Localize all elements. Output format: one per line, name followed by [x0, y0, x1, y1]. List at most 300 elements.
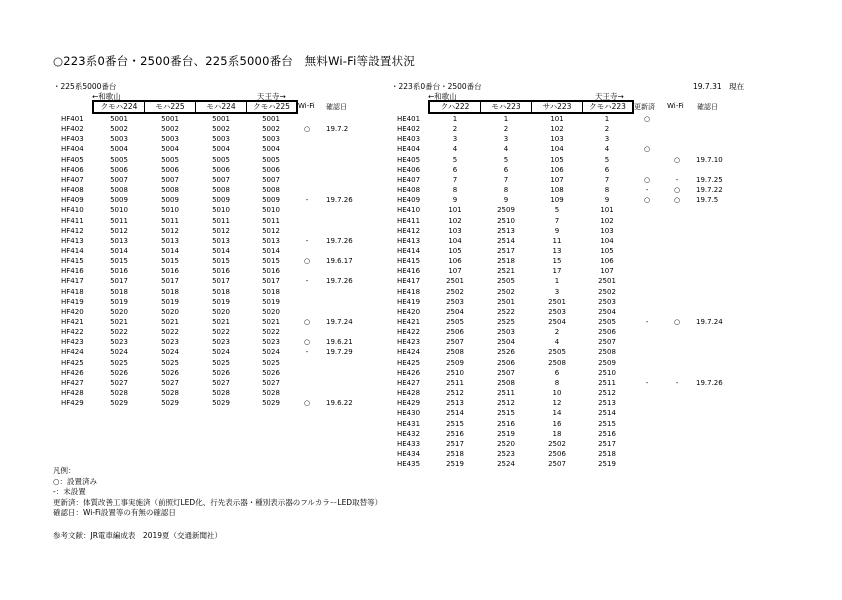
as-of-date: 19.7.31 現在: [693, 82, 745, 91]
car-number: 6: [604, 165, 610, 174]
car-number: 1: [452, 115, 458, 123]
car-header: クモハ223: [589, 102, 626, 111]
car-number: 104: [550, 145, 564, 154]
car-number: 5012: [262, 226, 280, 235]
car-number: 6: [503, 165, 509, 174]
car-number: 2511: [497, 389, 515, 398]
car-number: 5003: [161, 135, 179, 144]
car-number: 2517: [497, 246, 515, 255]
car-header-box: [92, 100, 298, 114]
table-row: [0, 256, 842, 266]
car-number: 2: [604, 125, 610, 134]
check-date: 19.7.26: [696, 378, 723, 387]
table-row: [0, 358, 842, 368]
car-number: 5006: [212, 165, 230, 174]
table-row: [0, 347, 842, 357]
car-number: 5002: [110, 125, 128, 134]
set-number: HF411: [61, 216, 84, 225]
set-number: HE403: [397, 135, 421, 144]
wifi-status: -: [305, 236, 309, 245]
table-row: [0, 398, 842, 408]
wifi-status: -: [305, 348, 309, 357]
set-number: HF415: [61, 257, 84, 266]
car-number: 2501: [446, 277, 464, 286]
car-number: 5009: [212, 196, 230, 205]
car-number: 5018: [212, 287, 230, 296]
set-number: HE409: [397, 196, 421, 205]
check-date: 19.6.21: [326, 338, 353, 347]
car-number: 2514: [598, 409, 616, 418]
wifi-status: ○: [673, 155, 681, 164]
car-number: 2517: [446, 439, 464, 448]
car-number: 2512: [598, 389, 616, 398]
car-number: 5029: [110, 399, 128, 408]
car-number: 2508: [497, 378, 515, 387]
table-row: [0, 185, 842, 195]
car-number: 105: [600, 246, 614, 255]
renew-status: ○: [643, 145, 651, 154]
set-number: HF425: [61, 358, 84, 367]
car-number: 5028: [212, 389, 230, 398]
car-number: 2518: [598, 449, 616, 458]
direction-left: ←和歌山: [92, 92, 121, 101]
car-number: 2525: [497, 318, 515, 326]
car-number: 103: [600, 226, 614, 235]
table-row: [0, 439, 842, 449]
renew-status: ○: [643, 175, 651, 184]
legend: [53, 466, 382, 519]
car-number: 5017: [161, 277, 179, 286]
reference: 参考文献：JR電車編成表 2019夏（交通新聞社）: [53, 531, 223, 540]
car-number: 2501: [497, 297, 515, 306]
legend-check-date: 確認日：Wi-Fi設置等の有無の確認日: [53, 508, 176, 517]
wifi-status: ○: [303, 318, 311, 326]
car-number: 105: [448, 246, 462, 255]
car-number: 5003: [212, 135, 230, 144]
car-number: 5008: [262, 186, 280, 195]
car-number: 2509: [598, 358, 616, 367]
car-number: 5023: [212, 338, 230, 347]
car-number: 2503: [548, 307, 566, 316]
car-number: 5016: [110, 267, 128, 276]
car-number: 5013: [161, 236, 179, 245]
car-number: 2510: [446, 368, 464, 377]
wifi-status: -: [305, 196, 309, 205]
set-number: HE412: [397, 226, 421, 235]
direction-right: 天王寺→: [257, 92, 286, 101]
car-number: 2514: [446, 409, 464, 418]
set-number: HE417: [397, 277, 421, 286]
car-number: 5003: [110, 135, 128, 144]
car-number: 5017: [212, 277, 230, 286]
car-number: 101: [600, 206, 614, 215]
car-number: 2518: [497, 257, 515, 266]
set-number: HE413: [397, 236, 421, 245]
set-number: HF404: [61, 145, 84, 154]
car-number: 109: [550, 196, 564, 205]
check-date: 19.7.26: [326, 196, 353, 205]
renew-status: -: [645, 318, 649, 326]
car-number: 2522: [497, 307, 515, 316]
car-number: 104: [448, 236, 462, 245]
car-number: 2511: [446, 378, 464, 387]
check-date: 19.7.24: [326, 318, 353, 326]
set-number: HE407: [397, 175, 421, 184]
set-number: HF407: [61, 175, 84, 184]
car-number: 2502: [548, 439, 566, 448]
car-number: 7: [554, 216, 560, 225]
car-number: 2504: [446, 307, 464, 316]
car-number: 5026: [212, 368, 230, 377]
car-number: 2523: [497, 449, 515, 458]
car-number: 107: [550, 175, 564, 184]
car-number: 5001: [262, 115, 280, 123]
table-row: [0, 266, 842, 276]
car-number: 5: [604, 155, 610, 164]
car-number: 5: [554, 206, 560, 215]
car-header: モハ225: [155, 102, 185, 111]
car-number: 5019: [262, 297, 280, 306]
car-number: 5013: [212, 236, 230, 245]
car-number: 9: [554, 226, 560, 235]
car-number: 5010: [262, 206, 280, 215]
set-number: HE433: [397, 439, 421, 448]
car-number: 4: [452, 145, 458, 154]
renew-status: -: [645, 186, 649, 195]
car-number: 8: [503, 186, 509, 195]
renew-status: ○: [643, 115, 651, 123]
car-number: 5016: [262, 267, 280, 276]
car-number: 2507: [548, 460, 566, 469]
car-number: 2: [503, 125, 509, 134]
wifi-status: -: [675, 378, 679, 387]
set-number: HF423: [61, 338, 84, 347]
car-number: 5024: [212, 348, 230, 357]
car-number: 5021: [110, 318, 128, 326]
car-number: 5007: [262, 175, 280, 184]
check-date: 19.6.22: [326, 399, 353, 408]
car-number: 5014: [110, 246, 128, 255]
set-number: HF405: [61, 155, 84, 164]
set-number: HE426: [397, 368, 421, 377]
car-number: 5006: [110, 165, 128, 174]
wifi-status: ○: [303, 257, 311, 266]
car-number: 7: [604, 175, 610, 184]
car-number: 108: [550, 186, 564, 195]
car-number: 2510: [497, 216, 515, 225]
car-number: 5009: [262, 196, 280, 205]
car-number: 2505: [497, 277, 515, 286]
car-number: 5011: [161, 216, 179, 225]
car-number: 5019: [212, 297, 230, 306]
car-number: 5001: [212, 115, 230, 123]
set-number: HF412: [61, 226, 84, 235]
car-number: 9: [503, 196, 509, 205]
table-row: [0, 327, 842, 337]
set-number: HE416: [397, 267, 421, 276]
car-number: 5024: [161, 348, 179, 357]
table-row: [0, 368, 842, 378]
car-header: クモハ224: [100, 102, 138, 111]
car-number: 8: [604, 186, 610, 195]
car-number: 106: [550, 165, 564, 174]
set-number: HF418: [61, 287, 84, 296]
table-row: [0, 317, 842, 327]
car-number: 5029: [262, 399, 280, 408]
car-number: 5010: [161, 206, 179, 215]
car-number: 5024: [262, 348, 280, 357]
table-row: [0, 114, 842, 124]
set-number: HE432: [397, 429, 421, 438]
check-date: 19.6.17: [326, 257, 353, 266]
car-number: 3: [604, 135, 610, 144]
table-row: [0, 388, 842, 398]
car-number: 5005: [161, 155, 179, 164]
car-number: 5027: [212, 378, 230, 387]
set-number: HE404: [397, 145, 421, 154]
car-number: 5029: [161, 399, 179, 408]
car-number: 5028: [110, 389, 128, 398]
car-number: 2504: [497, 338, 515, 347]
car-number: 102: [600, 216, 614, 225]
set-number: HF419: [61, 297, 84, 306]
section-title-223: ・223系0番台・2500番台: [391, 82, 482, 91]
car-number: 5001: [110, 115, 128, 123]
car-number: 2506: [446, 328, 464, 337]
car-number: 5005: [110, 155, 128, 164]
car-number: 3: [554, 287, 560, 296]
set-number: HE405: [397, 155, 421, 164]
car-number: 2513: [497, 226, 515, 235]
set-number: HF429: [61, 399, 84, 408]
car-number: 2508: [446, 348, 464, 357]
car-number: 5002: [212, 125, 230, 134]
set-number: HE402: [397, 125, 421, 134]
set-number: HE435: [397, 460, 421, 469]
wifi-column-header: Wi-Fi: [298, 102, 315, 110]
car-number: 5004: [262, 145, 280, 154]
table-row: [0, 297, 842, 307]
car-number: 5005: [262, 155, 280, 164]
car-number: 5015: [262, 257, 280, 266]
car-number: 2507: [497, 368, 515, 377]
legend-renewed: 更新済：体質改善工事実施済（前照灯LED化、行先表示器・種別表示器のフルカラーLED取替等）: [53, 497, 383, 507]
set-number: HF402: [61, 125, 84, 134]
car-number: 2508: [548, 358, 566, 367]
car-number: 5008: [212, 186, 230, 195]
car-number: 9: [452, 196, 458, 205]
car-number: 8: [452, 186, 458, 195]
car-number: 2516: [446, 429, 464, 438]
set-number: HF417: [61, 277, 84, 286]
car-number: 101: [448, 206, 462, 215]
car-number: 4: [503, 145, 509, 154]
car-number: 5004: [161, 145, 179, 154]
car-number: 15: [552, 257, 562, 266]
car-number: 5: [452, 155, 458, 164]
car-number: 103: [550, 135, 564, 144]
car-number: 2513: [446, 399, 464, 408]
table-row: [0, 155, 842, 165]
car-number: 5003: [262, 135, 280, 144]
wifi-status: ○: [303, 125, 311, 134]
check-date: 19.7.29: [326, 348, 353, 357]
table-row: [0, 226, 842, 236]
set-number: HE418: [397, 287, 421, 296]
car-number: 2509: [497, 206, 515, 215]
set-number: HE406: [397, 165, 421, 174]
set-number: HE422: [397, 328, 421, 337]
car-number: 5005: [212, 155, 230, 164]
car-number: 2519: [497, 429, 515, 438]
car-number: 5020: [262, 307, 280, 316]
set-number: HE425: [397, 358, 421, 367]
car-number: 2518: [446, 449, 464, 458]
car-number: 1: [604, 115, 610, 123]
car-number: 4: [554, 338, 560, 347]
set-number: HE415: [397, 257, 421, 266]
car-number: 2512: [497, 399, 515, 408]
car-number: 5009: [161, 196, 179, 205]
table-row: [0, 144, 842, 154]
car-number: 102: [550, 125, 564, 134]
car-number: 5022: [110, 328, 128, 337]
car-number: 101: [550, 115, 564, 123]
car-number: 3: [452, 135, 458, 144]
car-header: サハ223: [542, 102, 572, 111]
car-number: 5014: [262, 246, 280, 255]
car-number: 5012: [212, 226, 230, 235]
page-title: ○223系0番台・2500番台、225系5000番台 無料Wi-Fi等設置状況: [53, 54, 416, 68]
car-number: 2505: [598, 318, 616, 326]
car-number: 5012: [110, 226, 128, 235]
car-number: 2508: [598, 348, 616, 357]
car-number: 2509: [446, 358, 464, 367]
car-number: 6: [452, 165, 458, 174]
car-number: 2510: [598, 368, 616, 377]
car-number: 5: [503, 155, 509, 164]
check-date: 19.7.26: [326, 236, 353, 245]
car-number: 14: [552, 409, 562, 418]
car-number: 5025: [262, 358, 280, 367]
car-number: 106: [600, 257, 614, 266]
set-number: HF420: [61, 307, 84, 316]
car-number: 5007: [161, 175, 179, 184]
car-number: 107: [600, 267, 614, 276]
legend-installed: ○：設置済み: [53, 476, 98, 486]
car-number: 5006: [161, 165, 179, 174]
set-number: HE419: [397, 297, 421, 306]
car-number: 2506: [598, 328, 616, 337]
set-number: HE410: [397, 206, 421, 215]
car-number: 5011: [212, 216, 230, 225]
car-number: 5007: [212, 175, 230, 184]
car-number: 5023: [110, 338, 128, 347]
wifi-status: ○: [673, 186, 681, 195]
car-number: 9: [604, 196, 610, 205]
car-number: 2519: [598, 460, 616, 469]
car-number: 5008: [110, 186, 128, 195]
car-number: 5023: [262, 338, 280, 347]
table-row: [0, 134, 842, 144]
table-row: [0, 205, 842, 215]
car-number: 2504: [598, 307, 616, 316]
table-row: [0, 408, 842, 418]
table-row: [0, 216, 842, 226]
car-number: 5015: [212, 257, 230, 266]
car-number: 2505: [446, 318, 464, 326]
car-number: 17: [552, 267, 562, 276]
table-row: [0, 124, 842, 134]
car-number: 2526: [497, 348, 515, 357]
table-row: [0, 276, 842, 286]
car-number: 5016: [212, 267, 230, 276]
car-number: 2524: [497, 460, 515, 469]
table-row: [0, 337, 842, 347]
car-number: 2503: [446, 297, 464, 306]
car-number: 5019: [110, 297, 128, 306]
car-number: 5028: [262, 389, 280, 398]
car-number: 2520: [497, 439, 515, 448]
renew-column-header: 更新済: [634, 103, 655, 111]
car-number: 102: [448, 216, 462, 225]
car-number: 1: [503, 115, 509, 123]
table-row: [0, 419, 842, 429]
car-number: 104: [600, 236, 614, 245]
set-number: HF428: [61, 389, 84, 398]
car-number: 2516: [497, 419, 515, 428]
car-number: 4: [604, 145, 610, 154]
car-number: 18: [552, 429, 562, 438]
car-number: 5001: [161, 115, 179, 123]
check-date: 19.7.22: [696, 186, 723, 195]
car-number: 2502: [598, 287, 616, 296]
set-number: HE428: [397, 389, 421, 398]
car-number: 5018: [110, 287, 128, 296]
date-column-header: 確認日: [326, 103, 347, 111]
car-number: 5006: [262, 165, 280, 174]
car-number: 12: [552, 399, 562, 408]
car-number: 5025: [212, 358, 230, 367]
car-number: 2515: [497, 409, 515, 418]
car-number: 2516: [598, 429, 616, 438]
car-number: 2513: [598, 399, 616, 408]
set-number: HE431: [397, 419, 421, 428]
car-number: 2519: [446, 460, 464, 469]
car-number: 5021: [212, 318, 230, 326]
car-number: 5021: [161, 318, 179, 326]
wifi-status: ○: [673, 196, 681, 205]
car-number: 2: [554, 328, 560, 337]
renew-status: ○: [643, 196, 651, 205]
car-number: 5013: [110, 236, 128, 245]
car-number: 10: [552, 389, 562, 398]
check-date: 19.7.5: [696, 196, 719, 205]
car-number: 5014: [212, 246, 230, 255]
set-number: HF413: [61, 236, 84, 245]
car-number: 2502: [497, 287, 515, 296]
car-number: 5020: [212, 307, 230, 316]
renew-status: -: [645, 378, 649, 387]
set-number: HE423: [397, 338, 421, 347]
car-number: 5012: [161, 226, 179, 235]
car-number: 5004: [212, 145, 230, 154]
table-row: [0, 307, 842, 317]
car-number: 5004: [110, 145, 128, 154]
car-number: 107: [448, 267, 462, 276]
car-number: 5014: [161, 246, 179, 255]
table-row: [0, 195, 842, 205]
